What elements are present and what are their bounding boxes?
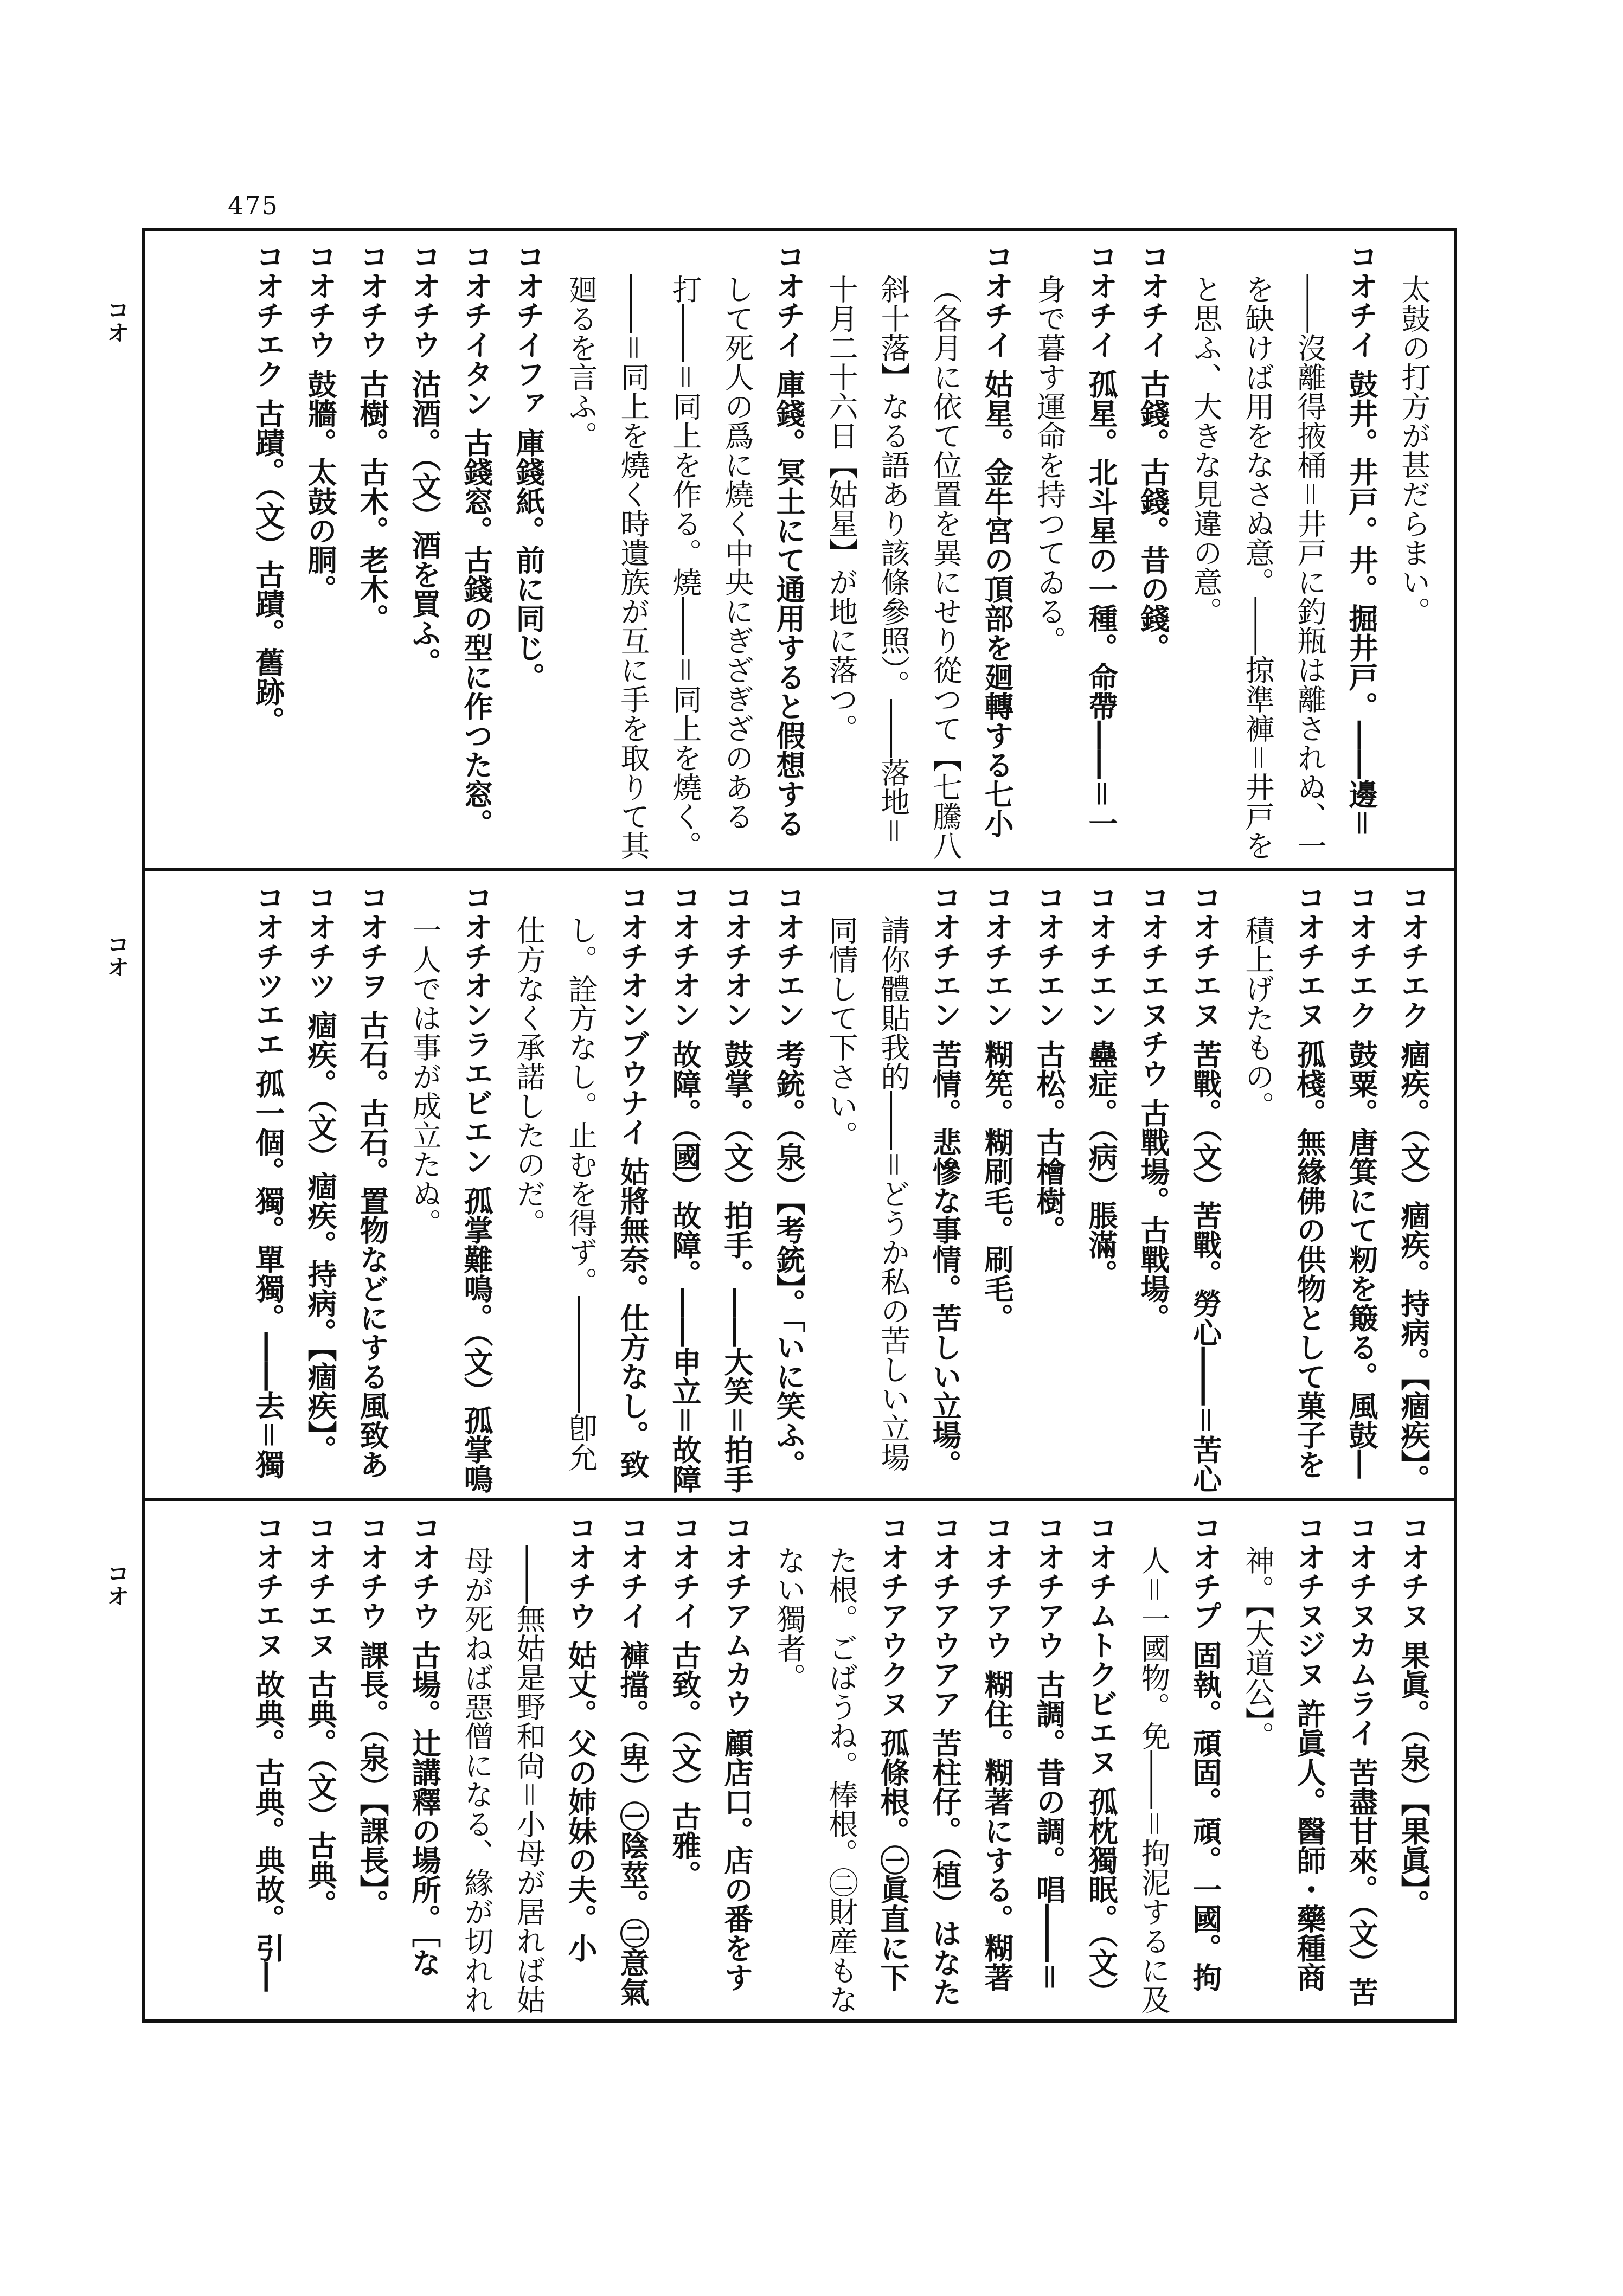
dictionary-entry: コオチエヌ 孤棧。無緣佛の供物として菓子を	[1292, 883, 1327, 1479]
entry-continuation: ――沒離得掖桶＝井戸に釣瓶は離されぬ、一	[1293, 274, 1327, 860]
tier-divider	[142, 1498, 1457, 1501]
entry-continuation: を缺けば用をなさぬ意。――掠準褲＝井戸を	[1241, 274, 1275, 860]
dictionary-entry: コオチイ 姑星。金牛宮の頂部を廻轉する七小	[980, 242, 1015, 838]
entry-continuation: 廻るを言ふ。	[564, 274, 598, 450]
dictionary-entry: コオチイ 褲擋。（卑）㊀陰莖。㊁意氣	[615, 1513, 650, 2006]
dictionary-entry: コオチプ 固執。頑固。頑。一國。拘	[1188, 1513, 1223, 1992]
dictionary-entry: コオチツ 痼疾。（文）痼疾。持病。【痼疾】。	[303, 883, 338, 1464]
dictionary-entry: コオチエク 鼓粟。唐箕にて籾を簸る。風鼓―	[1344, 883, 1379, 1479]
dictionary-entry: コオチイファ 庫錢紙。前に同じ。	[511, 242, 546, 691]
entry-continuation: し。詮方なし。止むを得ず。――――卽允	[564, 915, 598, 1472]
tier-lower	[142, 1502, 1457, 2019]
entry-continuation: 同情して下さい。	[824, 915, 858, 1150]
entry-continuation: 神。【大道公】。	[1241, 1545, 1275, 1750]
dictionary-entry: コオチウ 沽酒。（文）酒を買ふ。	[407, 242, 442, 677]
dictionary-entry: コオチエク 痼疾。（文）痼疾。持病。【痼疾】。	[1396, 883, 1431, 1493]
page-number: 475	[228, 191, 279, 220]
dictionary-entry: コオチイ 古錢。古錢。昔の錢。	[1136, 242, 1171, 662]
dictionary-entry: コオチオンブウナイ 姑將無奈。仕方なし。致	[615, 883, 650, 1479]
entry-continuation: 人＝一國物。免――＝拘泥するに及	[1137, 1545, 1171, 2014]
dictionary-entry: コオチウ 古場。辻講釋の場所。［な	[407, 1513, 442, 1977]
entry-continuation: 身で暮す運命を持つてゐる。	[1032, 274, 1067, 655]
dictionary-entry: コオチウ 姑丈。父の姉妹の夫。小	[563, 1513, 598, 1962]
entry-continuation: 請你體貼我的――＝どうか私の苦しい立場	[876, 915, 910, 1472]
entry-continuation: して死人の爲に燒く中央にぎざぎざのある	[720, 274, 754, 831]
entry-continuation: （各月に依て位置を異にせり從つて【七騰八	[928, 274, 963, 860]
dictionary-entry: コオチエン 古松。古檜樹。	[1032, 883, 1067, 1245]
section-marker: コオ	[104, 1562, 130, 1607]
section-marker: コオ	[104, 933, 130, 978]
section-marker: コオ	[104, 298, 130, 344]
dictionary-entry: コオチウ 鼓牆。太鼓の胴。	[303, 242, 338, 604]
dictionary-entry: コオチアウアア 苦柱仔。（植）はなた	[928, 1513, 963, 2006]
dictionary-entry: コオチアウ 古調。昔の調。唱――＝	[1032, 1513, 1067, 1992]
dictionary-entry: コオチアムカウ 顧店口。店の番をす	[720, 1513, 754, 1992]
entry-continuation: 一人では事が成立たぬ。	[408, 915, 442, 1237]
entry-continuation: ――無姑是野和尙＝小母が居れば姑	[512, 1545, 546, 2014]
dictionary-entry: コオチムトクビエヌ 孤枕獨眠。（文）	[1084, 1513, 1119, 2006]
dictionary-entry: コオチエン 考銃。（泉）【考銃】。「いに笑ふ。	[772, 883, 806, 1479]
dictionary-entry: コオチエン 蠱症。（病）脹滿。	[1084, 883, 1119, 1288]
tier-upper	[142, 231, 1457, 865]
entry-continuation: 打――＝同上を作る。燒――＝同上を燒く。	[668, 274, 702, 860]
dictionary-entry: コオチイ 鼓井。井戸。井。掘井戸。――邊＝	[1344, 242, 1379, 838]
dictionary-entry: コオチイ 庫錢。冥土にて通用すると假想する	[772, 242, 806, 838]
entry-continuation: 仕方なく承諾したのだ。	[512, 915, 546, 1237]
entry-continuation: 積上げたもの。	[1241, 915, 1275, 1120]
dictionary-entry: コオチエク 古蹟。（文）古蹟。舊跡。	[251, 242, 286, 735]
dictionary-entry: コオチエヌ 苦戰。（文）苦戰。勞心――＝苦心	[1188, 883, 1223, 1493]
dictionary-entry: コオチヌ 果眞。（泉）【果眞】。	[1396, 1513, 1431, 1919]
dictionary-entry: コオチツエエ 孤一個。獨。單獨。――去＝獨	[251, 883, 286, 1479]
dictionary-entry: コオチオン 故障。（國）故障。――申立＝故障	[668, 883, 702, 1493]
dictionary-entry: コオチオン 鼓掌。（文）拍手。――大笑＝拍手	[720, 883, 754, 1493]
entry-continuation: ない獨者。	[772, 1545, 806, 1692]
entry-continuation: ――＝同上を燒く時遺族が互に手を取りて其	[616, 274, 650, 860]
dictionary-entry: コオチヲ 古石。古石。置物などにする風致あ	[355, 883, 390, 1479]
dictionary-entry: コオチイタン 古錢窓。古錢の型に作つた窓。	[459, 242, 494, 838]
dictionary-entry: コオチヌジヌ 許眞人。醫師・藥種商	[1292, 1513, 1327, 1992]
dictionary-entry: コオチエヌチウ 古戰場。古戰場。	[1136, 883, 1171, 1332]
entry-continuation: 十月二十六日【姑星】が地に落つ。	[824, 274, 858, 743]
dictionary-entry: コオチアウ 糊住。糊著にする。糊著	[980, 1513, 1015, 1992]
dictionary-entry: コオチエン 苦情。悲慘な事情。苦しい立場。	[928, 883, 963, 1479]
dictionary-entry: コオチエヌ 故典。古典。典故。引―	[251, 1513, 286, 1992]
tier-middle	[142, 872, 1457, 1496]
dictionary-entry: コオチイ 古致。（文）古雅。	[668, 1513, 702, 1889]
dictionary-entry: コオチヌカムライ 苦盡甘來。（文）苦	[1344, 1513, 1379, 2006]
dictionary-entry: コオチアウクヌ 孤條根。㊀眞直に下	[876, 1513, 910, 1992]
tier-divider	[142, 868, 1457, 871]
entry-continuation: た根。ごばうね。棒根。㊁財産もな	[824, 1545, 858, 2014]
dictionary-entry: コオチウ 古樹。古木。老木。	[355, 242, 390, 633]
dictionary-entry: コオチエン 糊筅。糊刷毛。刷毛。	[980, 883, 1015, 1332]
dictionary-entry: コオチイ 孤星。北斗星の一種。命帶――＝一	[1084, 242, 1119, 838]
dictionary-entry: コオチエヌ 古典。（文）古典。	[303, 1513, 338, 1919]
entry-continuation: と思ふ、大きな見違の意。	[1189, 274, 1223, 626]
dictionary-entry: コオチウ 課長。（泉）【課長】。	[355, 1513, 390, 1919]
entry-continuation: 斜十落】なる語あり該條參照）。――落地＝	[876, 274, 910, 845]
entry-continuation: 太鼓の打方が甚だらまい。	[1397, 274, 1431, 626]
dictionary-entry: コオチオンラエビエン 孤掌難鳴。（文）孤掌鳴	[459, 883, 494, 1493]
entry-continuation: 母が死ねば惡僧になる、緣が切れれ	[460, 1545, 494, 2014]
